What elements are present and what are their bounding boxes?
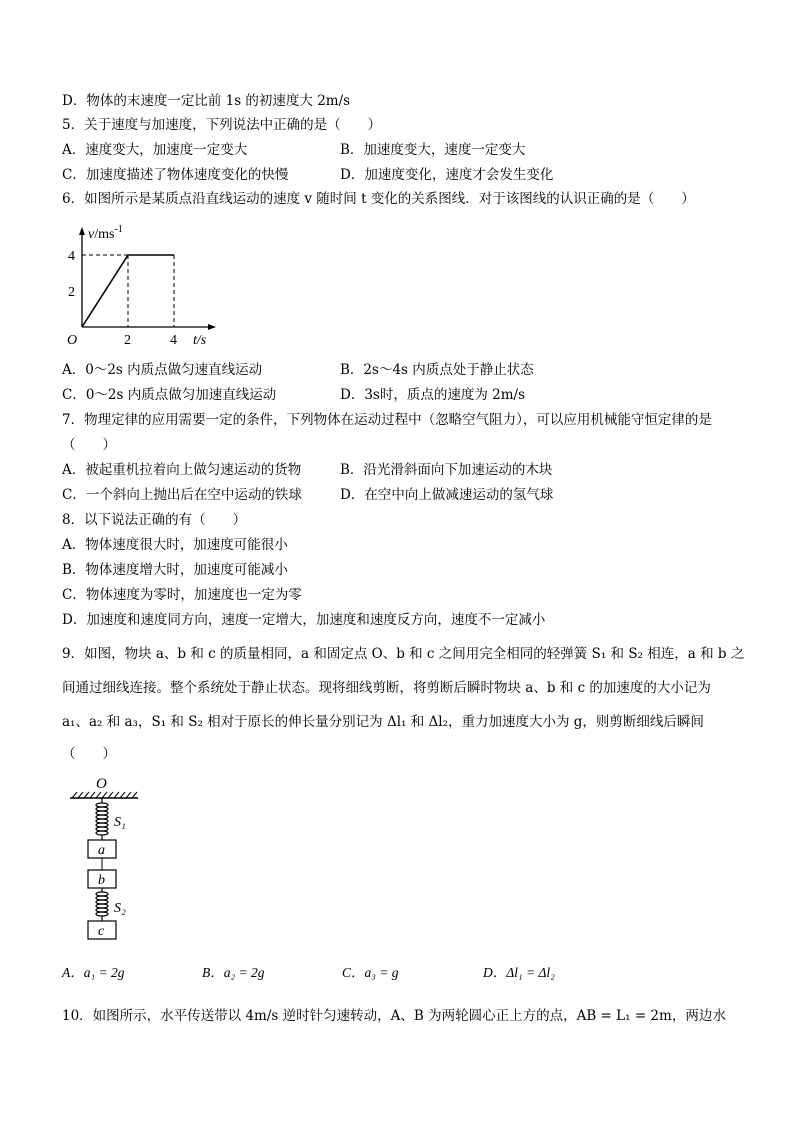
q8-option-c: C．物体速度为零时，加速度也一定为零 <box>62 587 302 603</box>
x-tick-label: 4 <box>170 333 177 348</box>
q9-stem-line4: （ ） <box>62 746 116 762</box>
spring-s2 <box>96 888 108 921</box>
q5-option-b: B．加速度变大，速度一定变大 <box>340 142 526 158</box>
q7-option-b: B．沿光滑斜面向下加速运动的木块 <box>340 462 553 478</box>
block-a-label: a <box>98 843 105 858</box>
q6-option-a: A．0～2s 内质点做匀速直线运动 <box>62 362 263 378</box>
q8-stem: 8．以下说法正确的有（ ） <box>62 512 247 528</box>
velocity-time-graph <box>60 215 220 350</box>
y-axis-label: $v/ms^{-1}$ <box>88 224 123 242</box>
q5-stem: 5．关于速度与加速度，下列说法中正确的是（ ） <box>62 117 382 133</box>
q6-option-c: C．0～2s 内质点做匀加速直线运动 <box>62 387 277 403</box>
spring-blocks-diagram <box>62 770 162 945</box>
spring-s2-label: S₂ <box>114 901 126 916</box>
block-b-label: b <box>98 873 105 888</box>
q10-stem-line1: 10．如图所示，水平传送带以 4m/s 逆时针匀速转动，A、B 为两轮圆心正上方的点，AB = L₁ = 2m，两边水 <box>62 1008 726 1024</box>
spring-s1-label: S₁ <box>114 815 126 830</box>
x-tick-label: 2 <box>124 333 131 348</box>
point-o-label: O <box>96 776 107 792</box>
x-axis-arrow <box>208 324 216 330</box>
q7-option-c: C．一个斜向上抛出后在空中运动的铁球 <box>62 487 302 503</box>
y-tick-label: 2 <box>68 285 75 300</box>
q6-option-b: B．2s～4s 内质点处于静止状态 <box>340 362 534 378</box>
q9-stem-line1: 9．如图，物块 a、b 和 c 的质量相同，a 和固定点 O、b 和 c 之间用完全相同的轻弹簧 S₁ 和 S₂ 相连，a 和 b 之 <box>62 646 745 662</box>
spring-s1 <box>96 798 108 840</box>
q8-option-b: B．物体速度增大时，加速度可能减小 <box>62 562 288 578</box>
q9-option-d: D．Δl₁ = Δl₂ <box>483 965 555 980</box>
q5-option-d: D．加速度变化，速度才会发生变化 <box>340 167 554 183</box>
q9-stem-line3: a₁、a₂ 和 a₃，S₁ 和 S₂ 相对于原长的伸长量分别记为 Δl₁ 和 Δl₂，重力加速度大小为 g，则剪断细线后瞬间 <box>62 714 704 730</box>
origin-label: O <box>67 333 78 348</box>
q7-stem: 7．物理定律的应用需要一定的条件，下列物体在运动过程中（忽略空气阻力），可以应用机械能守恒定律的是 <box>62 412 712 428</box>
q8-option-a: A．物体速度很大时，加速度可能很小 <box>62 537 288 553</box>
q4-option-d: D．物体的末速度一定比前 1s 的初速度大 2m/s <box>62 93 351 109</box>
x-axis-label: t/s <box>193 333 207 348</box>
q5-option-a: A．速度变大，加速度一定变大 <box>62 142 248 158</box>
y-tick-label: 4 <box>68 249 75 264</box>
q6-stem: 6．如图所示是某质点沿直线运动的速度 v 随时间 t 变化的关系图线．对于该图线的认识正确的是（ ） <box>62 191 695 207</box>
block-c-label: c <box>98 924 105 939</box>
q5-option-c: C．加速度描述了物体速度变化的快慢 <box>62 167 289 183</box>
q9-option-c: C．a₃ = g <box>342 965 399 980</box>
q9-stem-line2: 间通过细线连接。整个系统处于静止状态。现将细线剪断，将剪断后瞬时物块 a、b 和 c 的加速度的大小记为 <box>62 680 711 696</box>
q7-stem-blank: （ ） <box>62 437 116 453</box>
q7-option-d: D．在空中向上做减速运动的氢气球 <box>340 487 554 503</box>
q6-option-d: D．3s时，质点的速度为 2m/s <box>340 387 525 403</box>
q9-option-b: B．a₂ = 2g <box>202 965 265 980</box>
q9-option-a: A．a₁ = 2g <box>62 965 125 980</box>
y-axis-arrow <box>79 227 85 235</box>
q8-option-d: D．加速度和速度同方向，速度一定增大，加速度和速度反方向，速度不一定减小 <box>62 612 546 628</box>
q7-option-a: A．被起重机拉着向上做匀速运动的货物 <box>62 462 302 478</box>
